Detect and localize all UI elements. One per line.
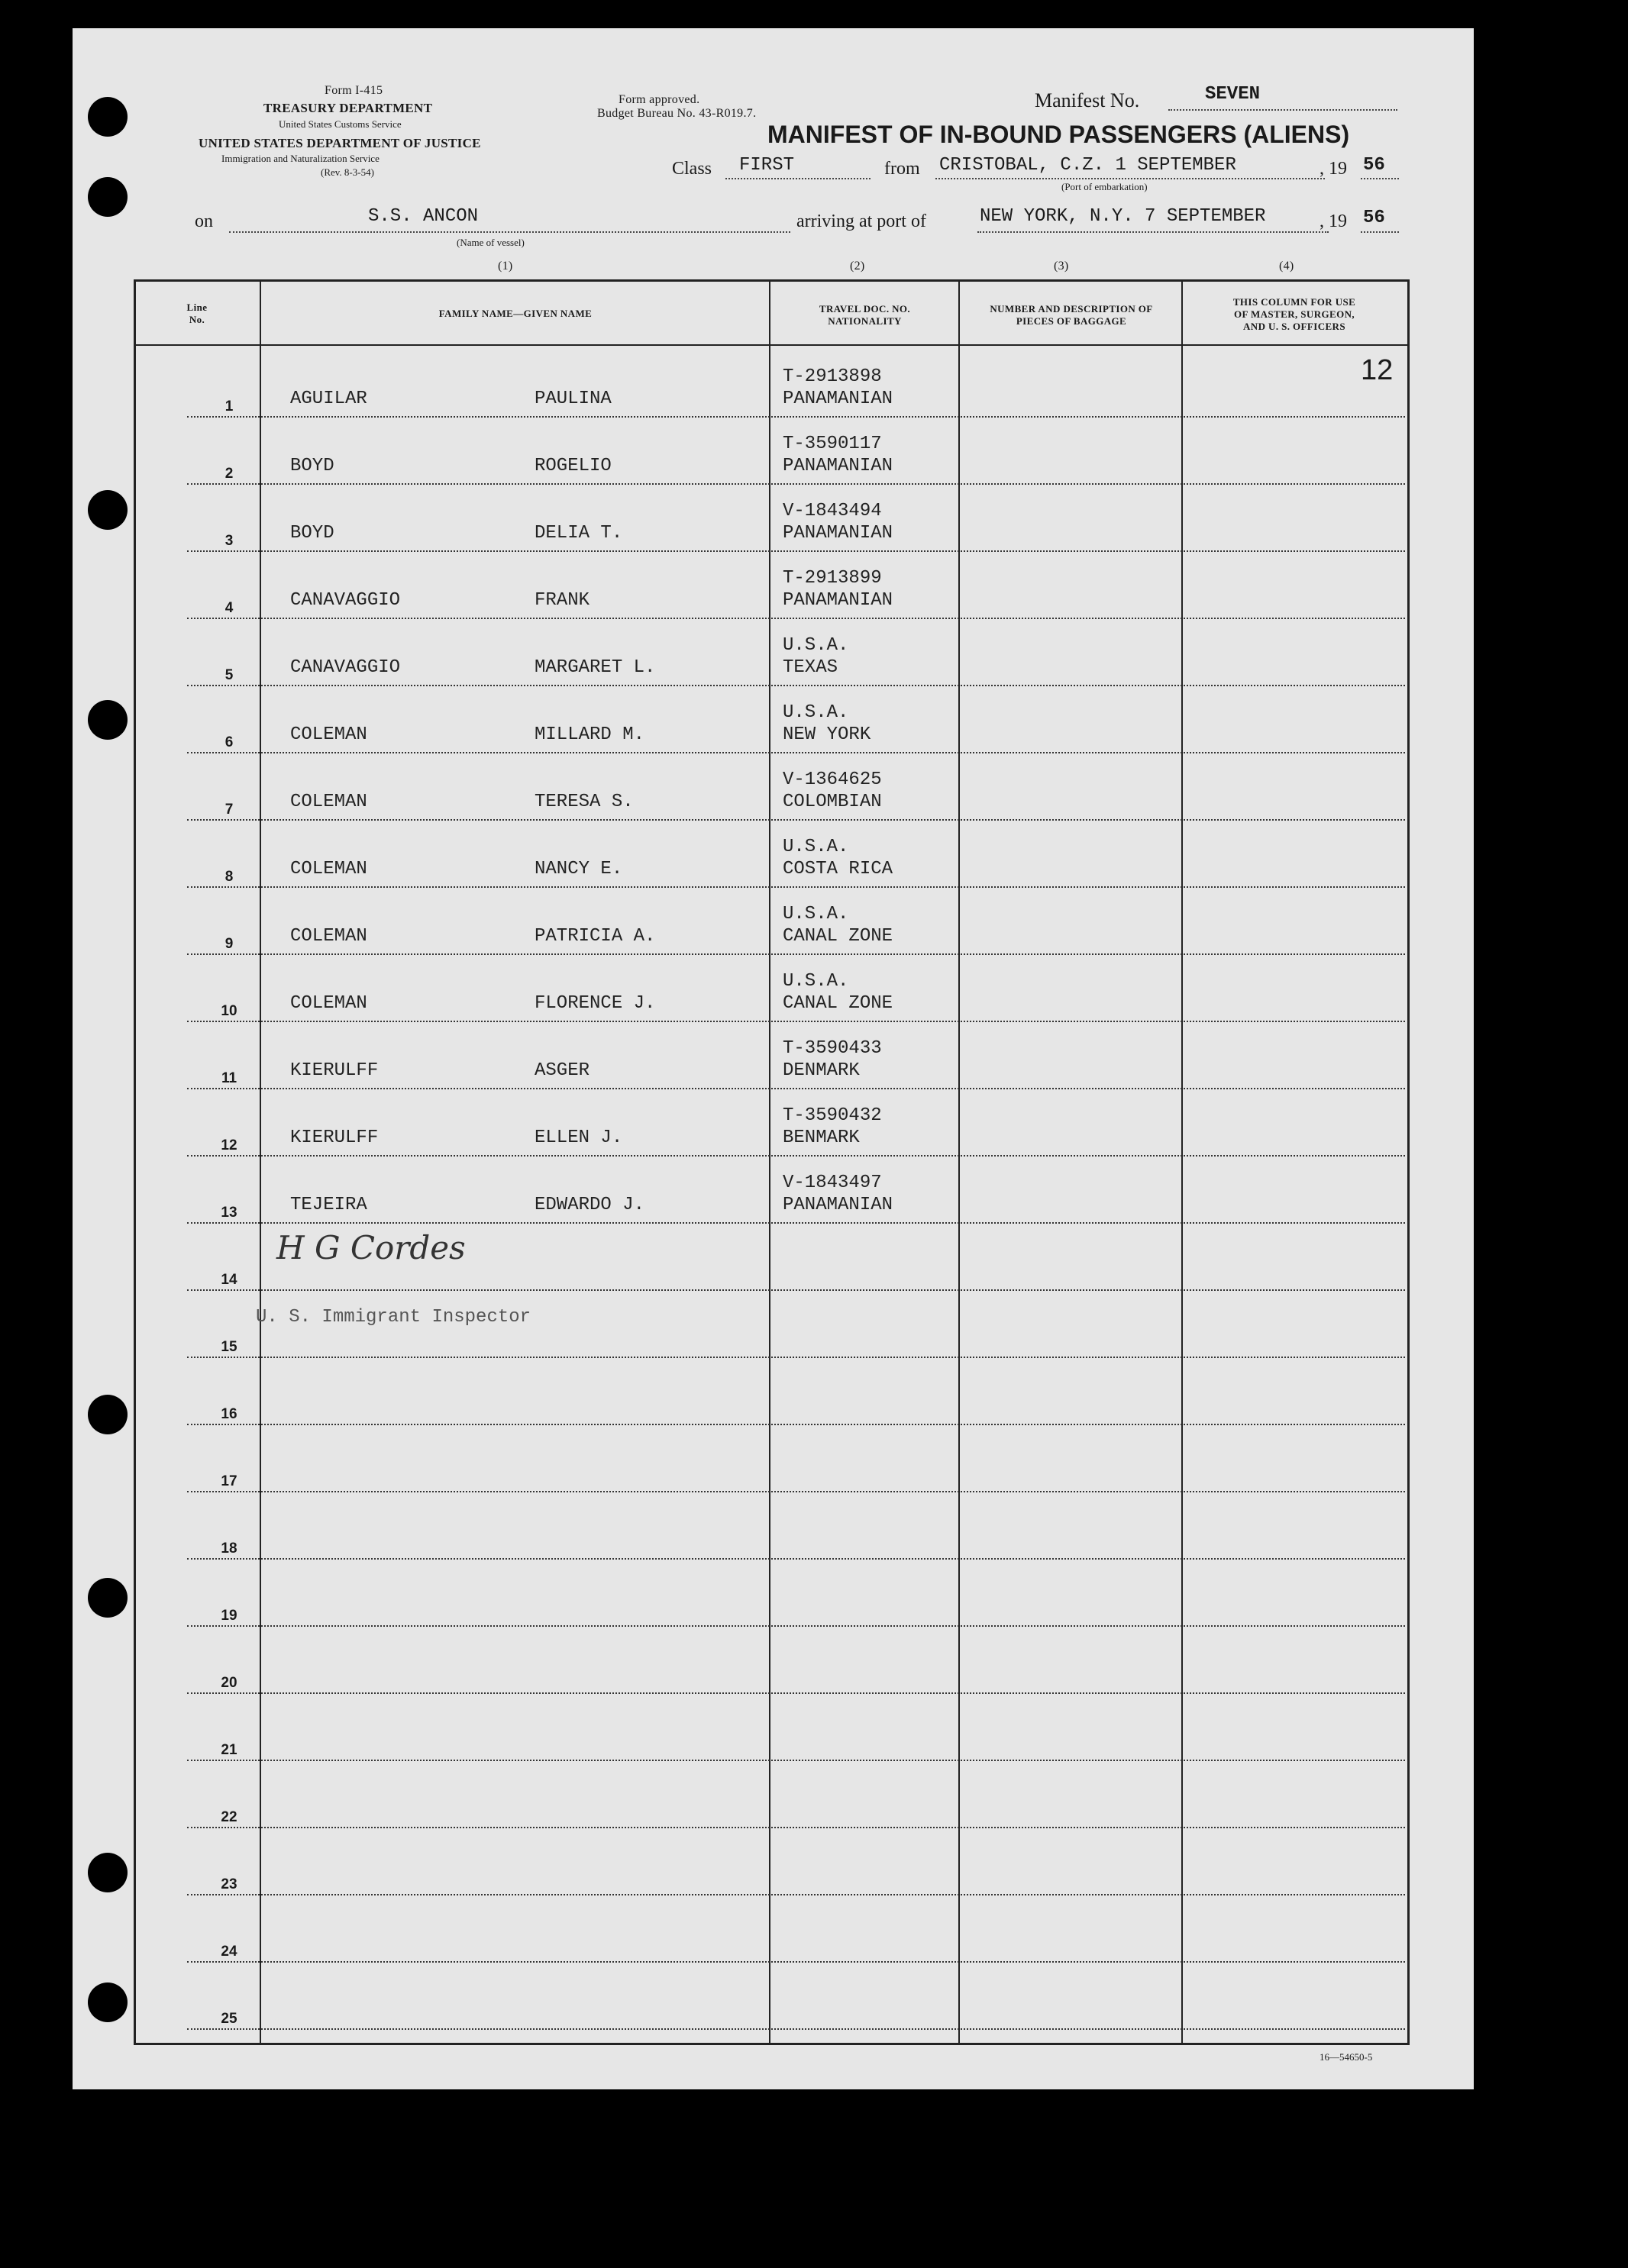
given-name: ELLEN J. [535, 1128, 623, 1148]
given-name: DELIA T. [535, 523, 623, 544]
punch-hole [88, 1982, 128, 2022]
table-row [187, 1357, 1405, 1358]
table-row [187, 1894, 1405, 1895]
table-row [187, 550, 1405, 552]
line-number: 15 [221, 1339, 237, 1355]
nationality: TEXAS [783, 657, 838, 678]
table-row [187, 1491, 1405, 1492]
given-name: TERESA S. [535, 792, 634, 812]
dept-customs: United States Customs Service [279, 118, 402, 130]
travel-doc-number: V-1843497 [783, 1173, 882, 1193]
nationality: BENMARK [783, 1128, 860, 1148]
table-row [187, 886, 1405, 888]
travel-doc-number: U.S.A. [783, 702, 849, 723]
page-count: 12 [1361, 354, 1394, 386]
header-officer-use: THIS COLUMN FOR USE OF MASTER, SURGEON, AND U. S. OFFICERS [1232, 296, 1356, 332]
line-number: 17 [221, 1473, 237, 1489]
inspector-signature: H G Cordes [276, 1229, 466, 1266]
family-name: COLEMAN [290, 926, 367, 947]
travel-doc-number: T-3590117 [783, 434, 882, 454]
given-name: EDWARDO J. [535, 1195, 645, 1215]
col-num-2: (2) [850, 260, 865, 273]
nationality: PANAMANIAN [783, 389, 893, 409]
year1-prefix: , 19 [1320, 159, 1347, 179]
travel-doc-number: U.S.A. [783, 904, 849, 924]
table-row [187, 752, 1405, 753]
family-name: COLEMAN [290, 859, 367, 879]
travel-doc-number: T-3590432 [783, 1105, 882, 1126]
given-name: PAULINA [535, 389, 612, 409]
punch-hole [88, 177, 128, 217]
class-label: Class [672, 159, 712, 179]
manifest-no-label: Manifest No. [1035, 89, 1140, 111]
col-num-3: (3) [1054, 260, 1069, 273]
given-name: MARGARET L. [535, 657, 656, 678]
line-number: 14 [221, 1272, 237, 1288]
line-number: 20 [221, 1675, 237, 1691]
family-name: KIERULFF [290, 1128, 379, 1148]
arriving-label: arriving at port of [796, 211, 926, 231]
table-row [187, 1961, 1405, 1963]
header-name: FAMILY NAME—GIVEN NAME [438, 308, 593, 319]
punch-hole [88, 1395, 128, 1434]
family-name: CANAVAGGIO [290, 657, 401, 678]
line-number: 22 [221, 1809, 237, 1825]
class-value: FIRST [739, 155, 795, 176]
given-name: FLORENCE J. [535, 993, 656, 1014]
year2-value: 56 [1363, 208, 1385, 228]
nationality: PANAMANIAN [783, 523, 893, 544]
line-number: 8 [224, 869, 234, 885]
line-number: 16 [221, 1406, 237, 1422]
line-number: 5 [224, 667, 234, 683]
port-embark-caption: (Port of embarkation) [1061, 181, 1148, 192]
punch-hole [88, 700, 128, 740]
table-row [187, 1155, 1405, 1157]
line-number: 9 [224, 936, 234, 952]
travel-doc-number: U.S.A. [783, 635, 849, 656]
nationality: DENMARK [783, 1060, 860, 1081]
line-number: 6 [224, 734, 234, 750]
line-number: 23 [221, 1876, 237, 1892]
given-name: ASGER [535, 1060, 590, 1081]
nationality: PANAMANIAN [783, 590, 893, 611]
nationality: COSTA RICA [783, 859, 893, 879]
nationality: PANAMANIAN [783, 456, 893, 476]
dept-treasury: TREASURY DEPARTMENT [263, 101, 433, 115]
dept-justice: UNITED STATES DEPARTMENT OF JUSTICE [199, 136, 481, 150]
table-row [187, 953, 1405, 955]
nationality: CANAL ZONE [783, 926, 893, 947]
punch-hole [88, 97, 128, 137]
header-baggage: NUMBER AND DESCRIPTION OF PIECES OF BAGGAGE [990, 303, 1153, 327]
header-line-no: Line No. [186, 302, 208, 325]
nationality: COLOMBIAN [783, 792, 882, 812]
table-row [187, 1692, 1405, 1694]
line-number: 10 [221, 1003, 237, 1019]
table-row [187, 1625, 1405, 1627]
from-value: CRISTOBAL, C.Z. 1 SEPTEMBER [939, 155, 1236, 176]
punch-hole [88, 490, 128, 530]
on-label: on [195, 211, 213, 231]
vessel-name: S.S. ANCON [368, 206, 479, 227]
line-number: 11 [221, 1070, 237, 1086]
table-row [187, 685, 1405, 686]
travel-doc-number: U.S.A. [783, 971, 849, 992]
travel-doc-number: V-1364625 [783, 769, 882, 790]
family-name: COLEMAN [290, 792, 367, 812]
table-row [187, 1222, 1405, 1224]
line-number: 19 [221, 1608, 237, 1624]
given-name: PATRICIA A. [535, 926, 656, 947]
travel-doc-number: V-1843494 [783, 501, 882, 521]
table-row [187, 1289, 1405, 1291]
line-number: 4 [224, 600, 234, 616]
line-number: 18 [221, 1540, 237, 1557]
line-number: 1 [224, 398, 234, 415]
family-name: CANAVAGGIO [290, 590, 401, 611]
table-row [187, 1424, 1405, 1425]
line-number: 21 [221, 1742, 237, 1758]
family-name: COLEMAN [290, 993, 367, 1014]
family-name: KIERULFF [290, 1060, 379, 1081]
form-number: Form I-415 [325, 84, 383, 97]
travel-doc-number: U.S.A. [783, 837, 849, 857]
given-name: FRANK [535, 590, 590, 611]
punch-hole [88, 1578, 128, 1618]
from-label: from [884, 159, 920, 179]
year1-value: 56 [1363, 155, 1385, 176]
form-approved: Form approved. [619, 93, 700, 106]
given-name: MILLARD M. [535, 724, 645, 745]
form-revision: (Rev. 8-3-54) [321, 166, 374, 178]
manifest-title: MANIFEST OF IN-BOUND PASSENGERS (ALIENS) [767, 121, 1350, 148]
col-num-4: (4) [1279, 260, 1294, 273]
line-number: 13 [221, 1205, 237, 1221]
table-row [187, 1558, 1405, 1560]
year2-prefix: , 19 [1320, 211, 1347, 231]
nationality: CANAL ZONE [783, 993, 893, 1014]
nationality: PANAMANIAN [783, 1195, 893, 1215]
travel-doc-number: T-2913898 [783, 366, 882, 387]
family-name: TEJEIRA [290, 1195, 367, 1215]
table-row [187, 1088, 1405, 1089]
table-row [187, 618, 1405, 619]
dept-ins: Immigration and Naturalization Service [221, 153, 380, 164]
table-row [187, 483, 1405, 485]
nationality: NEW YORK [783, 724, 871, 745]
arrival-value: NEW YORK, N.Y. 7 SEPTEMBER [980, 206, 1266, 227]
family-name: AGUILAR [290, 389, 367, 409]
budget-bureau: Budget Bureau No. 43-R019.7. [597, 107, 757, 120]
table-row [187, 416, 1405, 418]
given-name: NANCY E. [535, 859, 623, 879]
table-row [187, 819, 1405, 821]
inspector-title: U. S. Immigrant Inspector [256, 1307, 531, 1328]
line-number: 3 [224, 533, 234, 549]
manifest-no-value: SEVEN [1205, 84, 1261, 105]
header-travel-doc: TRAVEL DOC. NO. NATIONALITY [819, 303, 911, 327]
line-number: 2 [224, 466, 234, 482]
vessel-caption: (Name of vessel) [457, 237, 525, 248]
passenger-table [134, 279, 1410, 2045]
col-num-1: (1) [498, 260, 513, 273]
punch-hole [88, 1853, 128, 1892]
family-name: BOYD [290, 456, 334, 476]
line-number: 25 [221, 2011, 237, 2027]
table-row [187, 1760, 1405, 1761]
line-number: 12 [221, 1137, 237, 1153]
print-code: 16—54650-5 [1320, 2051, 1373, 2063]
given-name: ROGELIO [535, 456, 612, 476]
line-number: 7 [224, 802, 234, 818]
family-name: BOYD [290, 523, 334, 544]
table-row [187, 2028, 1405, 2030]
travel-doc-number: T-2913899 [783, 568, 882, 589]
family-name: COLEMAN [290, 724, 367, 745]
table-row [187, 1827, 1405, 1828]
line-number: 24 [221, 1944, 237, 1960]
table-row [187, 1021, 1405, 1022]
travel-doc-number: T-3590433 [783, 1038, 882, 1059]
